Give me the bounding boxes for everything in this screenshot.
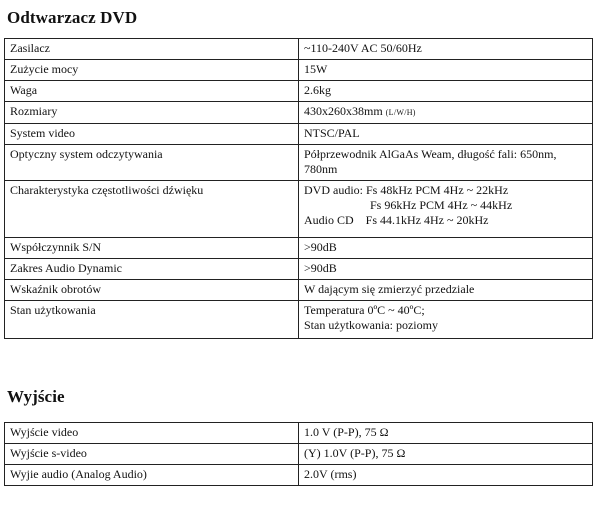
table-row [5,238,593,259]
row-value: >90dB [299,238,593,259]
dimensions-unit: (L/W/H) [385,108,416,117]
row-label: Stan użytkowania [5,301,299,339]
output-spec-table [4,422,593,486]
row-label: Waga [5,81,299,102]
table-row [5,465,593,486]
row-label: Wyjie audio (Analog Audio) [5,465,299,486]
row-label: Zasilacz [5,39,299,60]
audio-line-cd: Audio CD Fs 44.1kHz 4Hz ~ 20kHz [304,213,489,227]
row-value: W dającym się zmierzyć przedziale [299,280,593,301]
operating-temperature: Temperatura 0ºC ~ 40ºC; [304,303,425,317]
row-value: NTSC/PAL [299,124,593,145]
section-title-dvd-player: Odtwarzacz DVD [7,8,138,27]
row-value: >90dB [299,259,593,280]
table-row [5,301,593,339]
dimensions-value: 430x260x38mm [304,104,383,118]
row-value: 2.6kg [299,81,593,102]
row-label: Rozmiary [5,102,299,124]
table-row [5,444,593,465]
row-value: Półprzewodnik AlGaAs Weam, długość fali: 650nm, 780nm [299,145,593,181]
row-label: Współczynnik S/N [5,238,299,259]
row-label: Zużycie mocy [5,60,299,81]
row-value [299,102,593,124]
table-row [5,145,593,181]
table-row [5,81,593,102]
row-label: Wyjście video [5,423,299,444]
row-value: ~110-240V AC 50/60Hz [299,39,593,60]
row-label: Charakterystyka częstotliwości dźwięku [5,181,299,238]
audio-line-dvd-48k: DVD audio: Fs 48kHz PCM 4Hz ~ 22kHz [304,183,509,197]
row-label: Wyjście s-video [5,444,299,465]
table-row [5,124,593,145]
row-value: 15W [299,60,593,81]
audio-line-dvd-96k: Fs 96kHz PCM 4Hz ~ 44kHz [370,198,513,212]
row-value: 2.0V (rms) [299,465,593,486]
dvd-spec-table [4,38,593,339]
row-value [299,301,593,339]
table-row [5,102,593,124]
operating-position: Stan użytkowania: poziomy [304,318,438,332]
row-label: Zakres Audio Dynamic [5,259,299,280]
section-title-output: Wyjście [7,387,65,406]
table-row [5,60,593,81]
row-label: Wskaźnik obrotów [5,280,299,301]
table-row [5,423,593,444]
row-value: 1.0 V (P-P), 75 Ω [299,423,593,444]
table-row [5,259,593,280]
row-value: (Y) 1.0V (P-P), 75 Ω [299,444,593,465]
row-label: System video [5,124,299,145]
table-row [5,280,593,301]
table-row [5,39,593,60]
row-label: Optyczny system odczytywania [5,145,299,181]
row-value [299,181,593,238]
table-row [5,181,593,238]
